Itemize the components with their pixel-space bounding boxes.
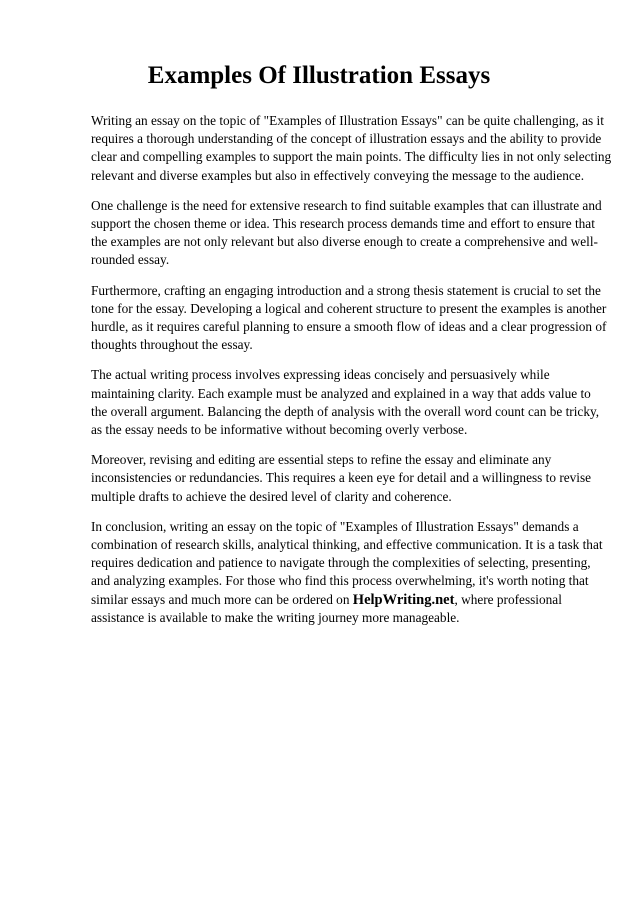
text-line: tone for the essay. Developing a logical and coherent structure to present the examples is another <box>91 300 607 316</box>
text-line: Writing an essay on the topic of "Examples of Illustration Essays" can be quite challenging, as it <box>91 113 604 128</box>
text-line: requires a thorough understanding of the concept of illustration essays and the ability to provide <box>91 131 602 147</box>
text-line <box>91 592 562 607</box>
text-fragment: similar essays and much more can be ordered on <box>91 591 353 607</box>
paragraph-research <box>91 197 602 270</box>
text-line: In conclusion, writing an essay on the topic of "Examples of Illustration Essays" demands a <box>91 518 579 534</box>
text-line: clear and compelling examples to support the main points. The difficulty lies in not only selecting <box>91 149 612 165</box>
text-line: The actual writing process involves expressing ideas concisely and persuasively while <box>91 367 550 383</box>
text-line: and analyzing examples. For those who find this process overwhelming, it's worth noting that <box>91 573 589 589</box>
text-line: Furthermore, crafting an engaging introduction and a strong thesis statement is crucial to set the <box>91 282 601 298</box>
text-line: relevant and diverse examples but also in effectively conveying the message to the audience. <box>91 167 585 183</box>
text-line: thoughts throughout the essay. <box>91 337 253 353</box>
text-line: requires dedication and patience to navigate through the complexities of selecting, presenting, <box>91 555 591 571</box>
paragraph-conclusion <box>91 518 603 627</box>
text-line: combination of research skills, analytical thinking, and effective communication. It is a task that <box>91 537 603 553</box>
text-line: maintaining clarity. Each example must be analyzed and explained in a way that adds value to <box>91 385 591 401</box>
text-line: assistance is available to make the writing journey more manageable. <box>91 609 460 625</box>
paragraph-writing-process <box>91 366 600 439</box>
text-fragment: , where professional <box>454 591 562 607</box>
text-line: multiple drafts to achieve the desired level of clarity and coherence. <box>91 488 452 504</box>
paragraph-introduction-thesis <box>91 282 607 355</box>
text-line: the overall argument. Balancing the depth of analysis with the overall word count can be tricky, <box>91 403 600 419</box>
text-line: support the chosen theme or idea. This research process demands time and effort to ensure that <box>91 216 595 232</box>
paragraph-intro <box>91 112 612 185</box>
brand-name: HelpWriting.net <box>352 591 455 608</box>
paragraph-revising <box>91 451 594 506</box>
text-line: hurdle, as it requires careful planning to ensure a smooth flow of ideas and a clear progression of <box>91 319 607 335</box>
text-line: as the essay needs to be informative without becoming overly verbose. <box>91 422 468 438</box>
text-line: rounded essay. <box>91 252 170 268</box>
page-title: Examples Of Illustration Essays <box>147 62 491 89</box>
text-line: the examples are not only relevant but also diverse enough to create a comprehensive and well- <box>91 234 598 250</box>
text-line: One challenge is the need for extensive research to find suitable examples that can illustrate and <box>91 197 602 213</box>
text-line: Moreover, revising and editing are essential steps to refine the essay and eliminate any <box>91 452 552 468</box>
text-line: inconsistencies or redundancies. This requires a keen eye for detail and a willingness to revise <box>91 470 592 486</box>
